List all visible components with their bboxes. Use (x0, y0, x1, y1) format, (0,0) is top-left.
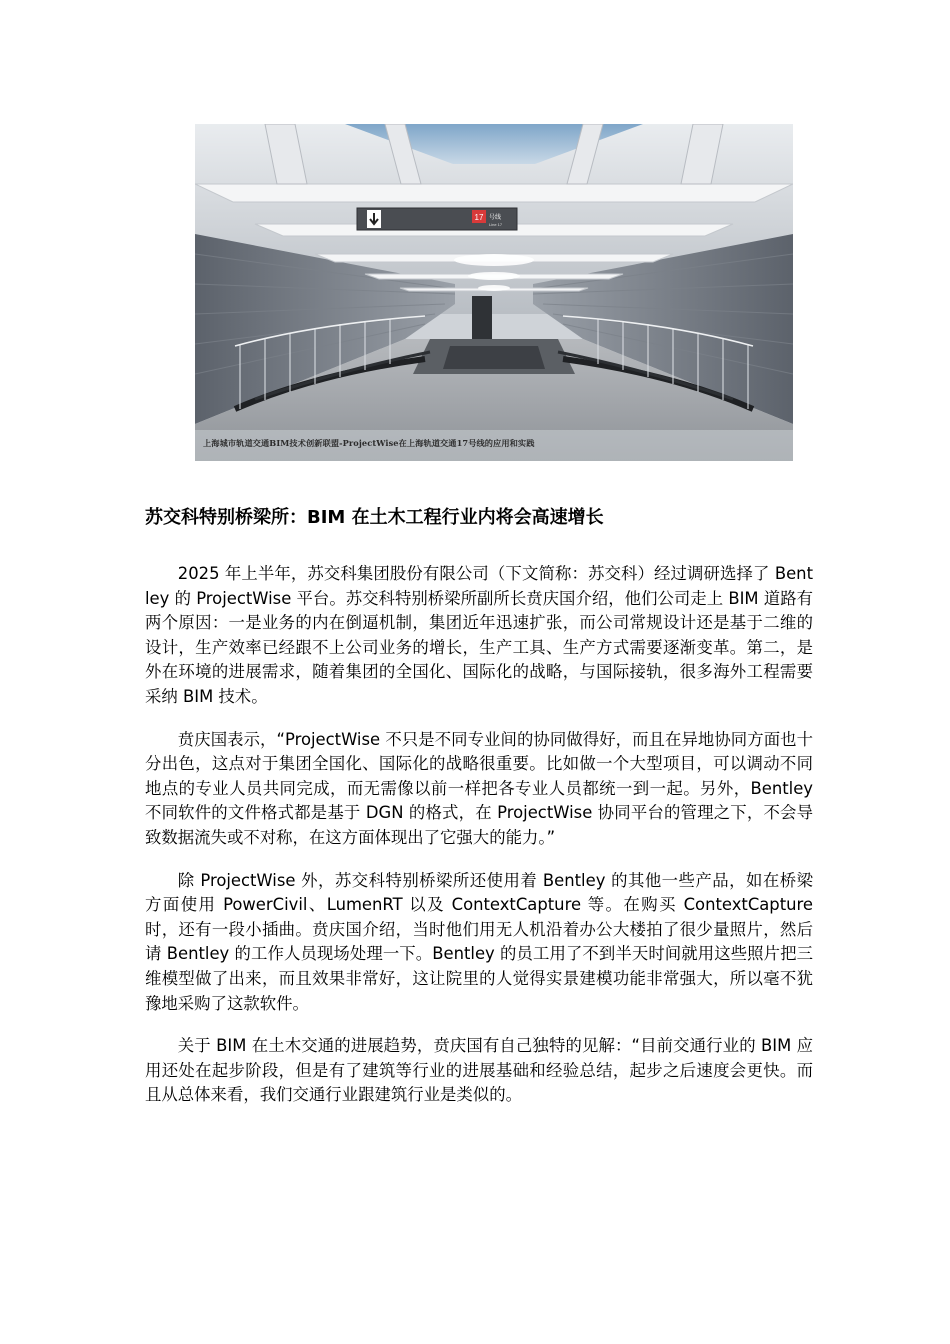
station-render-svg (195, 124, 793, 461)
sign-sub-label: Line 17 (489, 222, 503, 227)
figure-caption: 上海城市轨道交通BIM技术创新联盟-ProjectWise在上海轨道交通17号线的应用和实践 (203, 438, 535, 448)
paragraph: 贲庆国表示，“ProjectWise 不只是不同专业间的协同做得好，而且在异地协同方面也十分出色，这点对于集团全国化、国际化的战略很重要。比如做一个大型项目，可以调动不同地点的专业人员共同完成，而无需像以前一样把各专业人员都统一到一起。另外，Bentley 不同软件的文件格式都是基于 DGN 的格式，在 ProjectWise 协同平台的管理之下，不会导致数据流失或不对称，在这方面体现出了它强大的能力。” (145, 729, 813, 847)
paragraph: 除 ProjectWise 外，苏交科特别桥梁所还使用着 Bentley 的其他一些产品，如在桥梁方面使用 PowerCivil、LumenRT 以及 ContextCapture 等。在购买 ContextCapture 时，还有一段小插曲。贲庆国介绍，当时他们用无人机沿着办公大楼拍了很少量照片，然后请 Bentley 的工作人员现场处理一下。Bentley 的员工用了不到半天时间就用这些照片把三维模型做了出来，而且效果非常好，这让院里的人觉得实景建模功能非常强大，所以毫不犹豫地采购了这款软件。 (145, 870, 813, 1013)
station-render-image (195, 124, 793, 461)
article-heading: 苏交科特别桥梁所：BIM 在土木工程行业内将会高速增长 (145, 507, 604, 528)
article-body (145, 562, 813, 1126)
paragraph: 2025 年上半年，苏交科集团股份有限公司（下文简称：苏交科）经过调研选择了 Bentley 的 ProjectWise 平台。苏交科特别桥梁所副所长贲庆国介绍，他们公司走上 BIM 道路有两个原因：一是业务的内在倒逼机制，集团近年迅速扩张，而公司常规设计还是基于二维的设计，生产效率已经跟不上公司业务的增长，生产工具、生产方式需要逐渐变革。第二，是外在环境的进展需求，随着集团的全国化、国际化的战略，与国际接轨，很多海外工程需要采纳 BIM 技术。 (145, 564, 813, 706)
sign-label: 号线 (489, 215, 502, 221)
paragraph: 关于 BIM 在土木交通的进展趋势，贲庆国有自己独特的见解：“目前交通行业的 BIM 应用还处在起步阶段，但是有了建筑等行业的进展基础和经验总结，起步之后速度会更快。而且从总体来看，我们交通行业跟建筑行业是类似的。 (145, 1036, 813, 1105)
sign-line-number: 17 (474, 213, 484, 222)
